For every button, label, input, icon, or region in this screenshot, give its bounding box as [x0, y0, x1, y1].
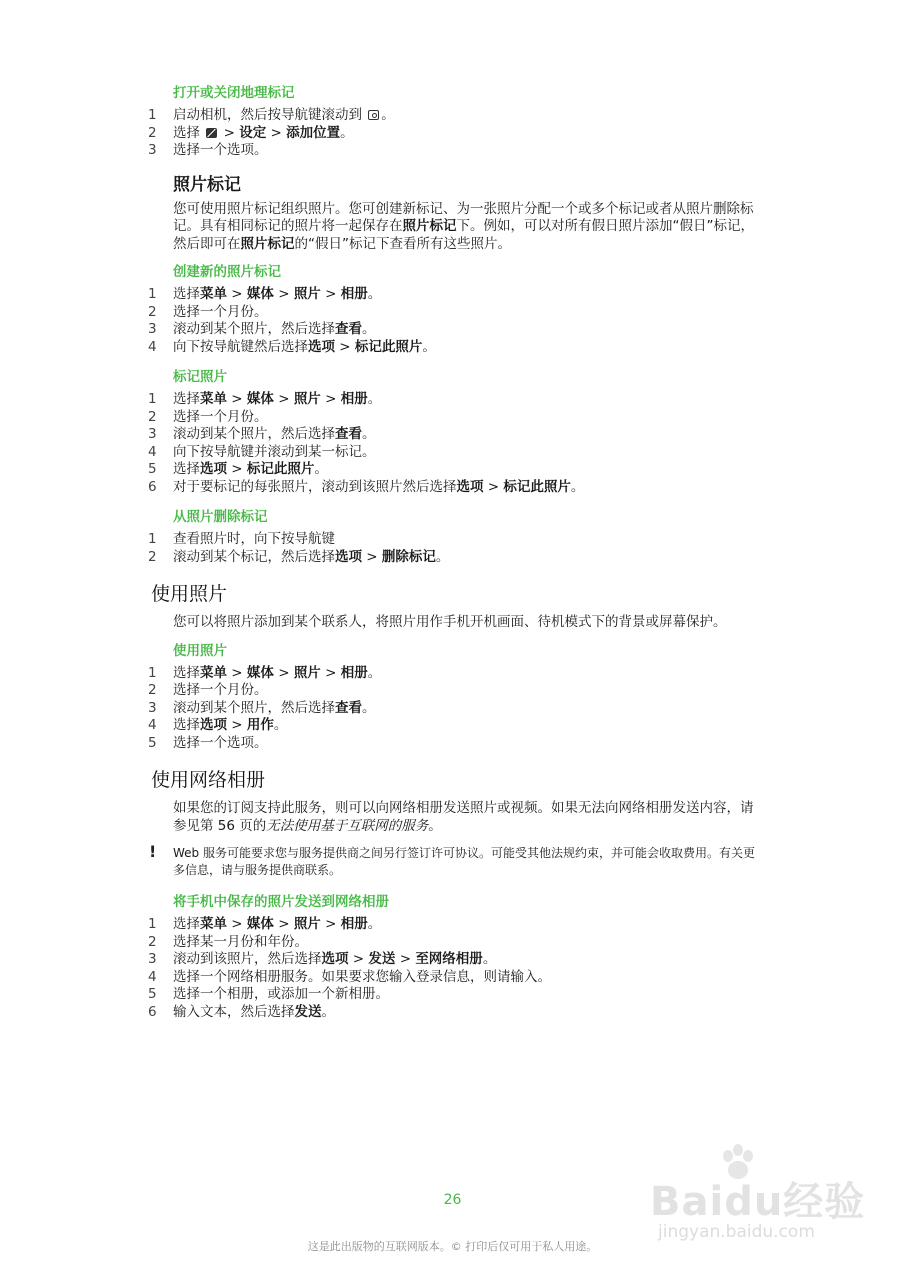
warning-note: ! Web 服务可能要求您与服务提供商之间另行签订许可协议。可能受其他法规约束，并可能会收取费用。有关更多信息，请与服务提供商联系。 [149, 842, 755, 877]
list-item: 3 滚动到该照片，然后选择选项 > 发送 > 至网络相册。 [148, 951, 497, 967]
list-item: 5 选择选项 > 标记此照片。 [148, 461, 328, 477]
footer-text: 这是此出版物的互联网版本。© 打印后仅可用于私人用途。 [307, 1240, 598, 1253]
list-item: 4 选择选项 > 用作。 [148, 717, 288, 733]
list-item: 4 选择一个网络相册服务。如果要求您输入登录信息，则请输入。 [148, 968, 551, 985]
send-to-album-heading: 将手机中保存的照片发送到网络相册 [173, 894, 389, 910]
list-item: 4 向下按导航键然后选择选项 > 标记此照片。 [148, 338, 436, 355]
list-item: 6 输入文本，然后选择发送。 [148, 1003, 335, 1020]
list-item: 3 滚动到某个照片，然后选择查看。 [148, 426, 376, 442]
create-tag-steps [145, 286, 765, 356]
tag-photo-steps [145, 391, 765, 496]
list-item: 5 选择一个相册，或添加一个新相册。 [148, 986, 389, 1002]
remove-tag-heading: 从照片删除标记 [173, 509, 268, 525]
use-photos-subheading: 使用照片 [173, 642, 227, 659]
list-item: 3 滚动到某个照片，然后选择查看。 [148, 321, 376, 337]
list-item: 3 选择一个选项。 [148, 142, 268, 158]
list-item: 2 选择一个月份。 [148, 303, 268, 320]
web-album-heading: 使用网络相册 [151, 769, 266, 791]
list-item: 1 查看照片时，向下按导航键 [148, 531, 335, 547]
use-photos-steps [145, 665, 765, 753]
list-item: 2 选择某一月份和年份。 [148, 933, 308, 950]
tag-photo-heading: 标记照片 [173, 369, 227, 385]
list-item: 6 对于要标记的每张照片，滚动到该照片然后选择选项 > 标记此照片。 [148, 478, 585, 495]
web-album-paragraph: 如果您的订阅支持此服务，则可以向网络相册发送照片或视频。如果无法向网络相册发送内容，请参见第 56 页的无法使用基于互联网的服务。 [173, 800, 754, 834]
geotag-steps [145, 107, 765, 160]
photo-tags-heading: 照片标记 [173, 174, 241, 195]
list-item: 1 选择菜单 > 媒体 > 照片 > 相册。 [148, 286, 382, 302]
create-tag-heading: 创建新的照片标记 [173, 264, 281, 280]
watermark-brand: Baidu经验 [650, 1179, 866, 1225]
send-to-album-steps [145, 916, 765, 1021]
list-item: 2 选择一个月份。 [148, 408, 268, 425]
list-item: 3 滚动到某个照片，然后选择查看。 [148, 699, 376, 716]
list-item: 1 选择菜单 > 媒体 > 照片 > 相册。 [148, 664, 382, 681]
use-photos-heading: 使用照片 [151, 583, 228, 605]
use-photos-paragraph: 您可以将照片添加到某个联系人，将照片用作手机开机画面、待机模式下的背景或屏幕保护。 [173, 614, 727, 630]
camera-icon [368, 110, 379, 120]
list-item: 2 选择一个月份。 [148, 682, 268, 698]
list-item: 1 选择菜单 > 媒体 > 照片 > 相册。 [148, 916, 382, 932]
list-item: 4 向下按导航键并滚动到某一标记。 [148, 443, 376, 460]
page-number: 26 [443, 1192, 462, 1208]
list-item: 1 选择菜单 > 媒体 > 照片 > 相册。 [148, 391, 382, 407]
list-item: 5 选择一个选项。 [148, 734, 268, 751]
page-content [145, 84, 765, 1033]
remove-tag-steps [145, 531, 765, 566]
list-item: 1 启动相机，然后按导航键滚动到 。 [148, 107, 395, 123]
watermark-url: jingyan.baidu.com [658, 1222, 815, 1242]
list-item: 2 滚动到某个标记，然后选择选项 > 删除标记。 [148, 548, 450, 565]
settings-icon [206, 128, 217, 138]
geotag-heading: 打开或关闭地理标记 [173, 85, 295, 101]
photo-tags-paragraph: 您可使用照片标记组织照片。您可创建新标记、为一张照片分配一个或多个标记或者从照片删除标记。具有相同标记的照片将一起保存在照片标记下。例如，可以对所有假日照片添加“假日”标记，然后即可在照片标记的“假日”标记下查看所有这些照片。 [173, 200, 754, 252]
list-item: 2 选择 > 设定 > 添加位置。 [148, 124, 354, 141]
exclamation-icon: ! [149, 842, 157, 861]
